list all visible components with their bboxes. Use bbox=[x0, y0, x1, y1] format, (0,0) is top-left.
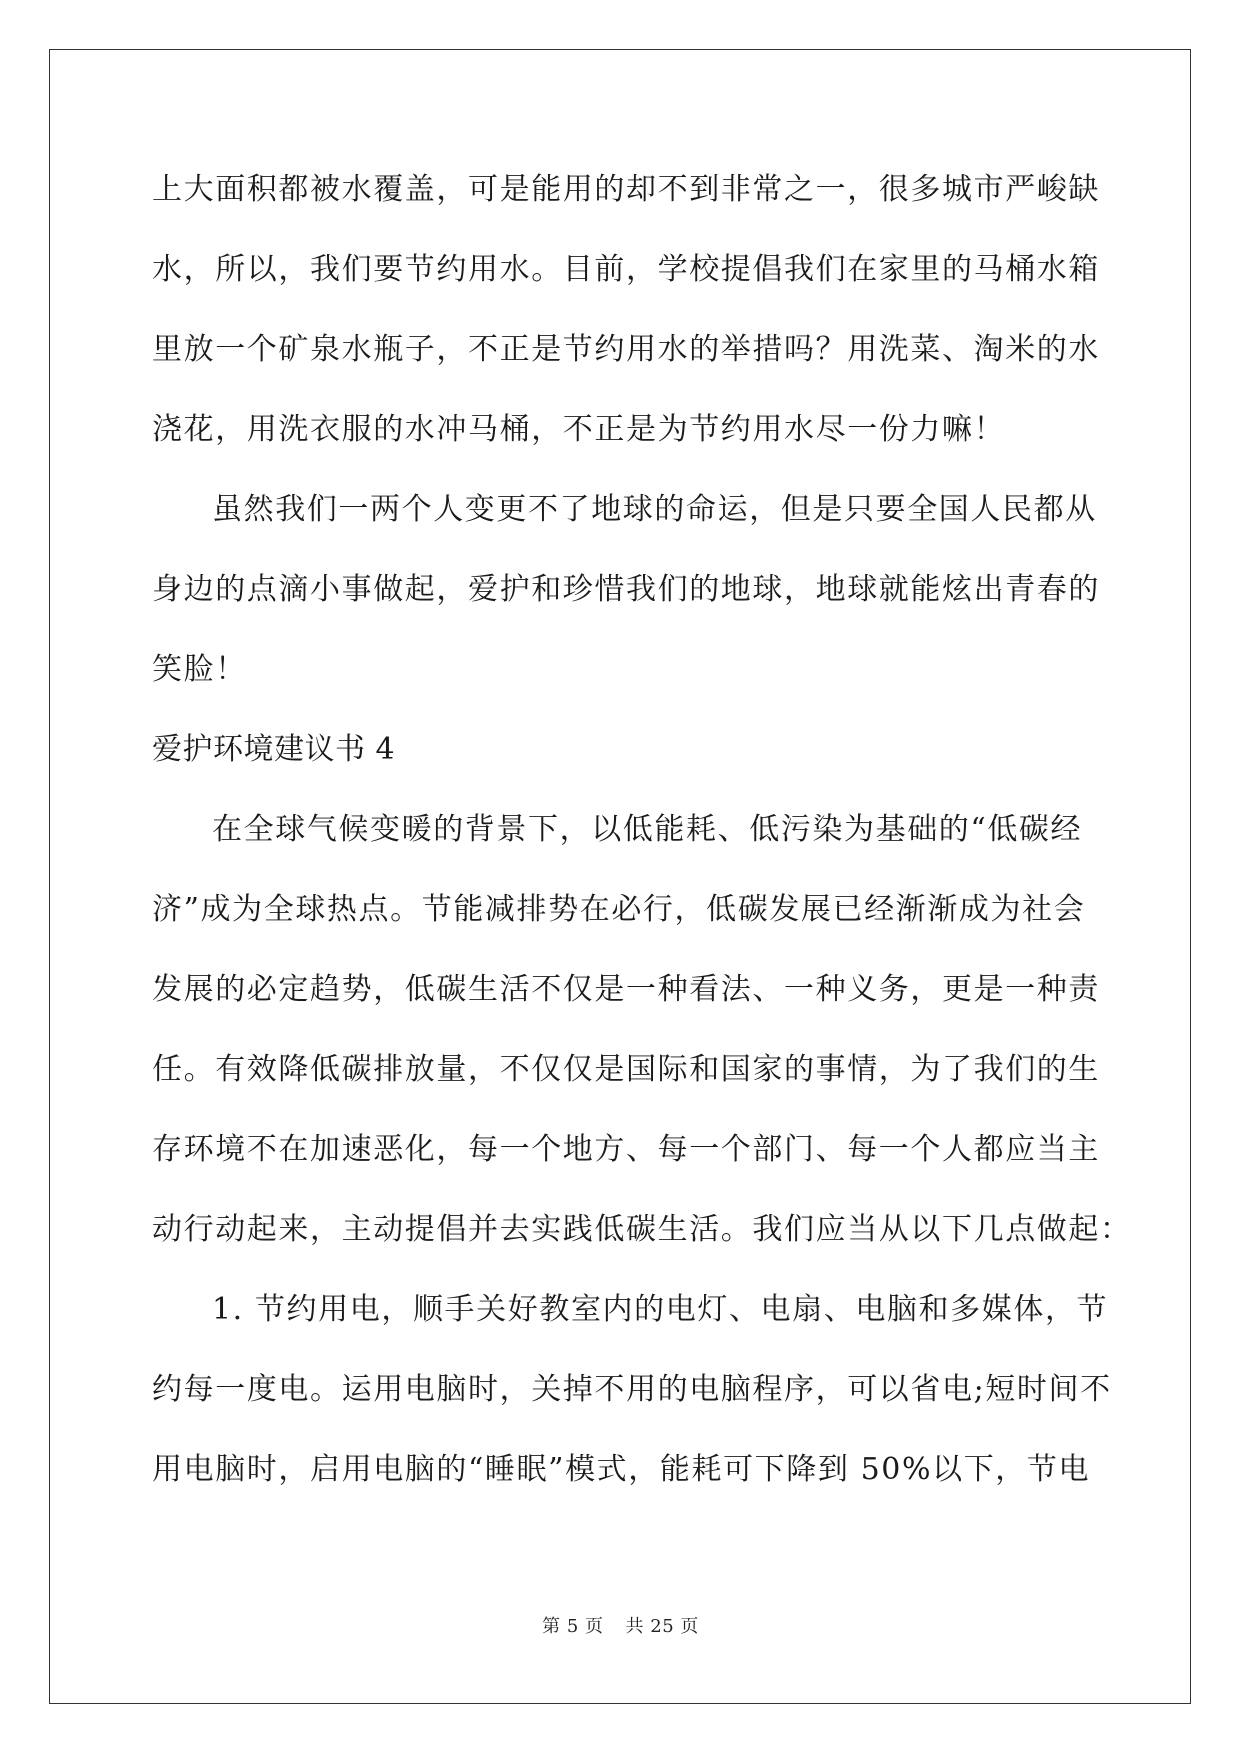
text-line: 上大面积都被水覆盖，可是能用的却不到非常之一，很多城市严峻缺 bbox=[152, 172, 1100, 207]
page-footer bbox=[0, 1612, 1241, 1638]
document-body bbox=[152, 158, 1132, 1518]
text-line: 任。有效降低碳排放量，不仅仅是国际和国家的事情，为了我们的生 bbox=[152, 1052, 1100, 1087]
page-number: 第 5 页 bbox=[542, 1616, 604, 1637]
text-line: 虽然我们一两个人变更不了地球的命运，但是只要全国人民都从 bbox=[212, 492, 1097, 527]
text-line: 用电脑时，启用电脑的“睡眠”模式，能耗可下降到 50%以下，节电 bbox=[152, 1452, 1091, 1487]
text-line: 身边的点滴小事做起，爱护和珍惜我们的地球，地球就能炫出青春的 bbox=[152, 572, 1100, 607]
text-line: 水，所以，我们要节约用水。目前，学校提倡我们在家里的马桶水箱 bbox=[152, 252, 1100, 287]
text-line: 发展的必定趋势，低碳生活不仅是一种看法、一种义务，更是一种责 bbox=[152, 972, 1100, 1007]
text-line: 动行动起来，主动提倡并去实践低碳生活。我们应当从以下几点做起： bbox=[152, 1212, 1132, 1247]
text-line: 约每一度电。运用电脑时，关掉不用的电脑程序，可以省电;短时间不 bbox=[152, 1372, 1112, 1407]
page-total: 共 25 页 bbox=[625, 1616, 699, 1637]
text-line: 在全球气候变暖的背景下，以低能耗、低污染为基础的“低碳经 bbox=[212, 812, 1083, 847]
text-line: 存环境不在加速恶化，每一个地方、每一个部门、每一个人都应当主 bbox=[152, 1132, 1100, 1167]
text-line: 1. 节约用电，顺手关好教室内的电灯、电扇、电脑和多媒体，节 bbox=[212, 1292, 1109, 1327]
text-line: 济”成为全球热点。节能减排势在必行，低碳发展已经渐渐成为社会 bbox=[152, 892, 1086, 927]
section-heading: 爱护环境建议书 4 bbox=[152, 732, 396, 767]
text-line: 笑脸！ bbox=[152, 652, 247, 687]
text-line: 浇花，用洗衣服的水冲马桶，不正是为节约用水尽一份力嘛！ bbox=[152, 412, 1006, 447]
text-line: 里放一个矿泉水瓶子，不正是节约用水的举措吗？用洗菜、淘米的水 bbox=[152, 332, 1100, 367]
